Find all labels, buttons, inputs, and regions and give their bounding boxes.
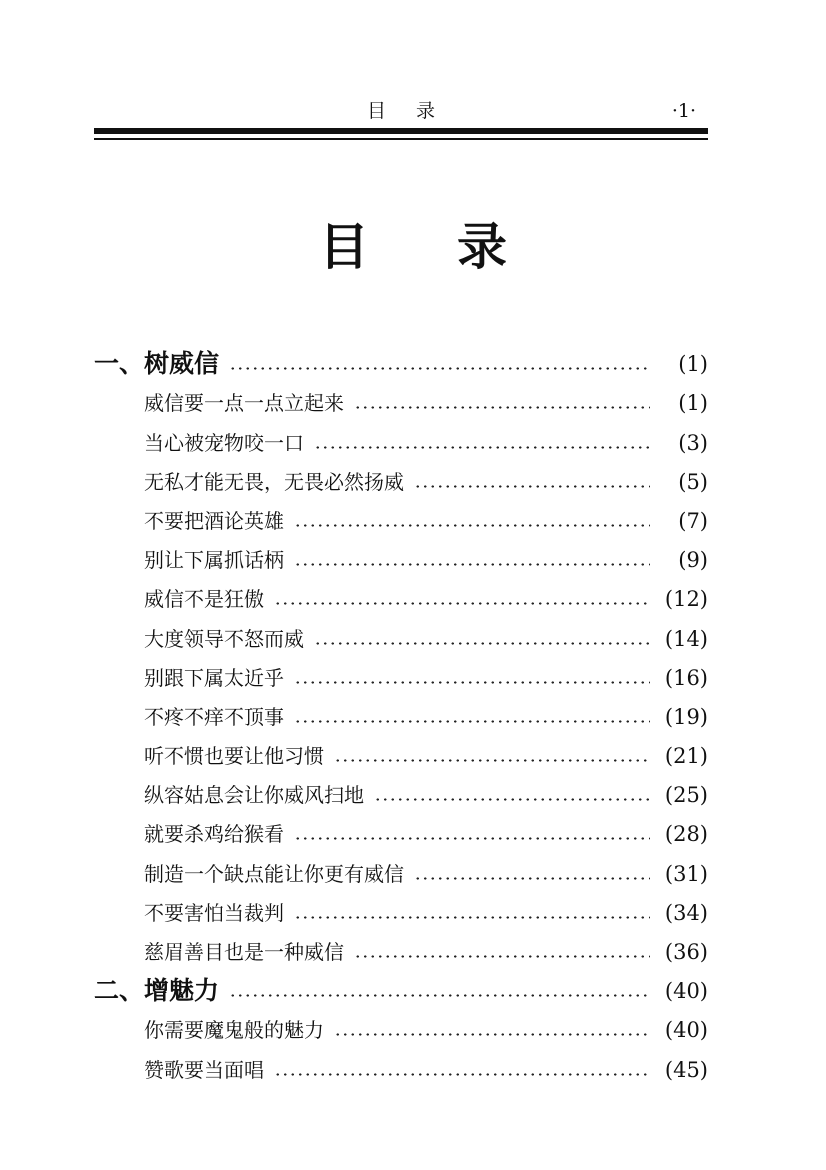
toc-chapter[interactable] — [94, 967, 708, 1006]
toc-entry[interactable] — [94, 849, 708, 888]
toc-entry-page: (28) — [664, 822, 708, 847]
toc-entry[interactable] — [94, 693, 708, 732]
running-title: 目录 — [366, 100, 465, 122]
running-head — [94, 98, 708, 124]
toc-entry-label: 慈眉善目也是一种威信 — [144, 940, 344, 964]
dot-leader — [414, 877, 650, 880]
toc-entry[interactable] — [94, 732, 708, 771]
dot-leader — [294, 837, 650, 840]
toc-entry-label: 制造一个缺点能让你更有威信 — [144, 861, 404, 886]
toc-entry-label: 别让下属抓话柄 — [144, 548, 284, 573]
toc-entry-page: (31) — [664, 861, 708, 886]
toc-entry-page: (1) — [678, 352, 708, 377]
toc-entry[interactable] — [94, 1006, 708, 1045]
toc-entry[interactable] — [94, 810, 708, 849]
toc-entry-label: 大度领导不怒而威 — [144, 626, 304, 651]
toc-entry-page: (7) — [678, 508, 708, 533]
toc-entry-label: 就要杀鸡给猴看 — [144, 822, 284, 847]
toc-entry[interactable] — [94, 654, 708, 693]
toc-chapter[interactable] — [94, 340, 708, 379]
toc-entry-label: 别跟下属太近乎 — [144, 665, 284, 690]
dot-leader — [414, 485, 650, 488]
toc-entry-label: 无私才能无畏，无畏必然扬威 — [144, 469, 404, 494]
table-of-contents — [94, 340, 708, 1085]
toc-entry-page: (40) — [664, 1018, 708, 1043]
toc-entry-page: (21) — [664, 744, 708, 769]
toc-entry-label: 不疼不痒不顶事 — [144, 704, 284, 729]
dot-leader — [294, 720, 650, 723]
dot-leader — [274, 1073, 650, 1076]
dot-leader — [274, 602, 650, 605]
dot-leader — [354, 406, 650, 409]
toc-entry-label: 不要把酒论英雄 — [144, 508, 284, 533]
toc-entry-label: 一、树威信 — [94, 349, 220, 379]
dot-leader — [334, 759, 650, 762]
toc-entry[interactable] — [94, 1045, 708, 1084]
toc-entry-page: (14) — [664, 626, 708, 651]
toc-entry[interactable] — [94, 379, 708, 418]
header-rule-thick — [94, 128, 708, 134]
toc-entry[interactable] — [94, 536, 708, 575]
toc-entry-label: 你需要魔鬼般的魅力 — [144, 1018, 324, 1043]
toc-entry-page: (1) — [678, 391, 708, 416]
toc-entry-page: (45) — [664, 1057, 708, 1082]
toc-entry-page: (36) — [664, 940, 708, 964]
toc-entry[interactable] — [94, 458, 708, 497]
dot-leader — [294, 563, 650, 566]
toc-entry-page: (12) — [664, 587, 708, 612]
toc-entry-page: (3) — [678, 430, 708, 455]
toc-entry-page: (19) — [664, 704, 708, 729]
dot-leader — [294, 524, 650, 527]
toc-entry-label: 二、增魅力 — [94, 976, 220, 1006]
dot-leader — [314, 446, 650, 449]
toc-entry-label: 听不惯也要让他习惯 — [144, 744, 324, 769]
toc-entry[interactable] — [94, 889, 708, 928]
toc-entry[interactable] — [94, 614, 708, 653]
toc-entry-label: 威信要一点一点立起来 — [144, 391, 344, 416]
dot-leader — [229, 367, 650, 370]
page-title: 目录 — [319, 218, 595, 276]
folio: ·1· — [671, 100, 696, 122]
toc-entry-label: 当心被宠物咬一口 — [144, 430, 304, 455]
toc-entry-label: 威信不是狂傲 — [144, 587, 264, 612]
toc-entry[interactable] — [94, 575, 708, 614]
toc-entry-label: 不要害怕当裁判 — [144, 900, 284, 925]
toc-entry-page: (5) — [678, 469, 708, 494]
toc-entry-label: 纵容姑息会让你威风扫地 — [144, 783, 364, 808]
dot-leader — [314, 642, 650, 645]
toc-entry-page: (40) — [664, 979, 708, 1004]
toc-entry[interactable] — [94, 771, 708, 810]
toc-entry[interactable] — [94, 418, 708, 457]
toc-entry[interactable] — [94, 928, 708, 967]
dot-leader — [294, 681, 650, 684]
toc-entry[interactable] — [94, 497, 708, 536]
dot-leader — [374, 798, 650, 801]
dot-leader — [334, 1033, 650, 1036]
dot-leader — [229, 994, 650, 997]
toc-entry-page: (16) — [664, 665, 708, 690]
toc-entry-page: (9) — [678, 548, 708, 573]
toc-entry-label: 赞歌要当面唱 — [144, 1057, 264, 1082]
toc-entry-page: (34) — [664, 900, 708, 925]
dot-leader — [354, 955, 650, 958]
toc-entry-page: (25) — [664, 783, 708, 808]
header-rule-thin — [94, 138, 708, 140]
dot-leader — [294, 916, 650, 919]
